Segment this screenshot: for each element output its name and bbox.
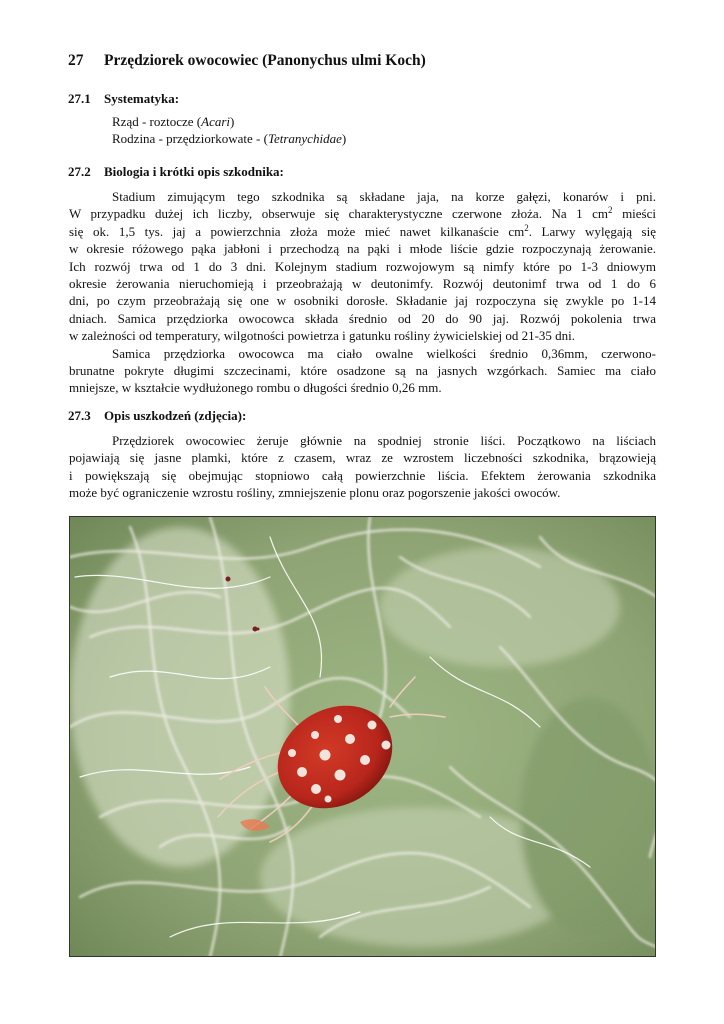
- family-suffix: ): [341, 131, 347, 146]
- text-line: w zależności od temperatury, wilgotności powietrza i gatunku rośliny żywicielskiej od 21-35 dni.: [69, 328, 576, 344]
- section-heading-text: Opis uszkodzeń (zdjęcia):: [104, 408, 247, 423]
- section-heading-biology: [68, 164, 284, 180]
- text-line: i powiększają się obejmując stopniowo całą powierzchnie liścia. Efektem żerowania szkodnika: [69, 467, 656, 483]
- text-line: może być ograniczenie wzrostu rośliny, zmniejszenie plonu oraz pogorszenie jakości owoców.: [69, 485, 561, 501]
- text-line: w okresie różowego pąka jabłoni i przechodzą na pąki i młode liście gdzie rozpoczynają żerowanie.: [69, 241, 656, 257]
- order-label: Rząd - roztocze (: [112, 114, 202, 129]
- section-heading-text: Biologia i krótki opis szkodnika:: [104, 164, 284, 179]
- section-heading-systematics: [68, 91, 179, 107]
- mite-photo-image: [70, 517, 656, 957]
- text-line: pojawiają się jasne plamki, które z czasem, wraz ze wzrostem liczebności szkodnika, brązowieją: [69, 450, 656, 466]
- text-line: Przędziorek owocowiec żeruje głównie na spodniej stronie liści. Początkowo na liściach: [112, 433, 656, 448]
- systematics-family: [112, 130, 346, 148]
- superscript: 2: [524, 222, 529, 233]
- chapter-title: [68, 52, 426, 70]
- order-latin: Acari: [201, 114, 231, 129]
- damage-paragraph: [69, 432, 656, 502]
- text-line: mniejsze, w kształcie wydłużonego rombu o długości średnio 0,26 mm.: [69, 380, 442, 396]
- biology-paragraph: [69, 188, 656, 397]
- text-line: dniach. Samica przędziorka owocowca składa średnio od 20 do 90 jaj. Rozwój pokolenia trwa: [69, 310, 656, 326]
- text-line: Samica przędziorka owocowca ma ciało owalne wielkości średnio 0,36mm, czerwono-: [112, 345, 656, 361]
- text-line: dni, po czym przeobrażają się one w osobniki dorosłe. Składanie jaj rozpoczyna się zwykle po 1-14: [69, 293, 656, 309]
- text-line: brunatne pokryte długimi szczecinami, które osadzone są na jasnych wzgórkach. Samiec ma ciało: [69, 363, 656, 379]
- section-number: 27.1: [68, 91, 91, 106]
- mite-photo: [69, 516, 656, 957]
- text-line: się ok. 1,5 tys. jaj a powierzchnia złoża może mieć nawet kilkanaście $cm^2$. Larwy wylęgają się: [69, 222, 656, 239]
- systematics-order: [112, 113, 234, 131]
- family-label: Rodzina - przędziorkowate - (: [112, 131, 268, 146]
- text-line: Ich rozwój trwa od 1 do 3 dni. Kolejnym stadium rozwojowym są nimfy które po 1-3 dniowym: [69, 258, 656, 274]
- family-latin: Tetranychidae: [267, 131, 342, 146]
- chapter-title-text: Przędziorek owocowiec (Panonychus ulmi Koch): [104, 52, 426, 69]
- order-suffix: ): [230, 114, 235, 129]
- text-line: Stadium zimującym tego szkodnika są składane jaja, na korze gałęzi, konarów i pni.: [112, 189, 656, 204]
- section-number: 27.2: [68, 164, 91, 179]
- section-heading-text: Systematyka:: [104, 91, 180, 106]
- superscript: 2: [608, 205, 613, 216]
- text-line: W przypadku dużej ich liczby, obserwuje się charakterystyczne czerwone złoża. Na 1 $cm^2$ mieści: [69, 205, 656, 222]
- section-number: 27.3: [68, 408, 91, 423]
- section-heading-damage: [68, 408, 246, 424]
- text-line: okresie żerowania nieruchomieją i przeobrażają w deutonimfy. Rozwój deutonimf trwa od 1 do 6: [69, 276, 656, 292]
- chapter-number: 27: [68, 52, 84, 69]
